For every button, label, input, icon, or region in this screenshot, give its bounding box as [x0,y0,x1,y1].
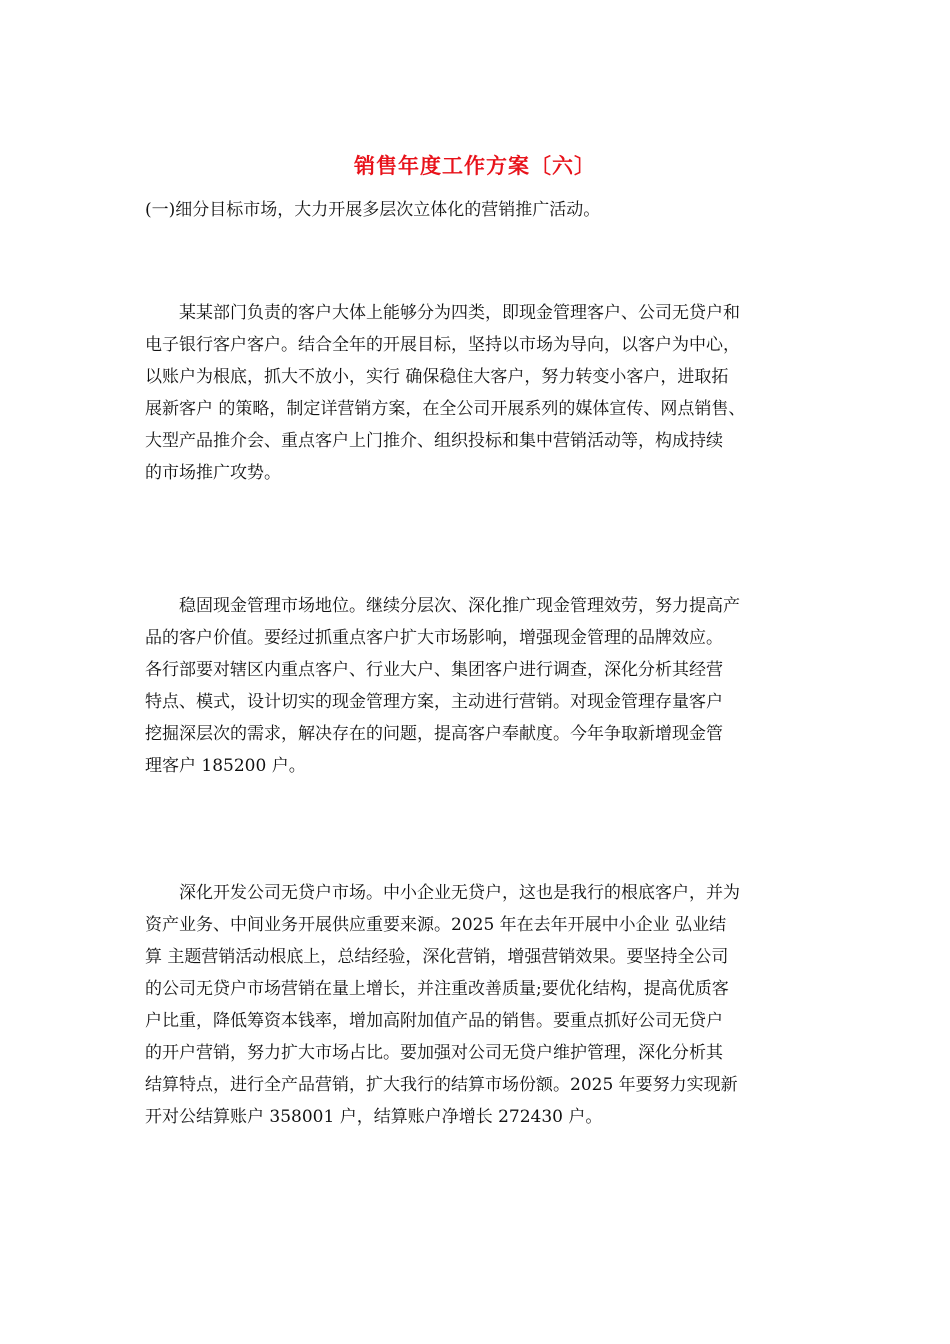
paragraph-line: 户比重，降低筹资本钱率，增加高附加值产品的销售。要重点抓好公司无贷户 [145,1011,723,1031]
document-title: 销售年度工作方案〔六〕 [354,154,596,178]
paragraph-line: 稳固现金管理市场地位。继续分层次、深化推广现金管理效劳，努力提高产 [179,596,740,616]
paragraph-line: 特点、模式，设计切实的现金管理方案，主动进行营销。对现金管理存量客户 [145,692,723,712]
paragraph-line: 结算特点，进行全产品营销，扩大我行的结算市场份额。2025 年要努力实现新 [145,1075,738,1095]
paragraph-2 [145,590,825,782]
paragraph-line: 的市场推广攻势。 [145,463,281,483]
paragraph-line: 深化开发公司无贷户市场。中小企业无贷户，这也是我行的根底客户，并为 [179,883,740,903]
paragraph-line: 各行部要对辖区内重点客户、行业大户、集团客户进行调查，深化分析其经营 [145,660,723,680]
paragraph-line: 挖掘深层次的需求，解决存在的问题，提高客户奉献度。今年争取新增现金管 [145,724,723,744]
paragraph-line: 某某部门负责的客户大体上能够分为四类，即现金管理客户、公司无贷户和 [179,303,740,323]
paragraph-line: 以账户为根底，抓大不放小，实行 确保稳住大客户，努力转变小客户，进取拓 [145,367,729,387]
paragraph-line: 品的客户价值。要经过抓重点客户扩大市场影响，增强现金管理的品牌效应。 [145,628,723,648]
paragraph-line: 电子银行客户客户。结合全年的开展目标，坚持以市场为导向，以客户为中心， [145,335,740,355]
paragraph-line: 理客户 185200 户。 [145,756,306,776]
paragraph-line: 开对公结算账户 358001 户，结算账户净增长 272430 户。 [145,1107,603,1127]
paragraph-1 [145,297,825,489]
paragraph-line: 的公司无贷户市场营销在量上增长，并注重改善质量;要优化结构，提高优质客 [145,979,729,999]
paragraph-line: 大型产品推介会、重点客户上门推介、组织投标和集中营销活动等，构成持续 [145,431,723,451]
paragraph-line: 算 主题营销活动根底上，总结经验，深化营销，增强营销效果。要坚持全公司 [145,947,729,967]
paragraph-3 [145,877,825,1133]
section-subheading: (一)细分目标市场，大力开展多层次立体化的营销推广活动。 [145,200,601,220]
paragraph-line: 资产业务、中间业务开展供应重要来源。2025 年在去年开展中小企业 弘业结 [145,915,727,935]
paragraph-line: 的开户营销，努力扩大市场占比。要加强对公司无贷户维护管理，深化分析其 [145,1043,723,1063]
paragraph-line: 展新客户 的策略，制定详营销方案，在全公司开展系列的媒体宣传、网点销售、 [145,399,746,419]
